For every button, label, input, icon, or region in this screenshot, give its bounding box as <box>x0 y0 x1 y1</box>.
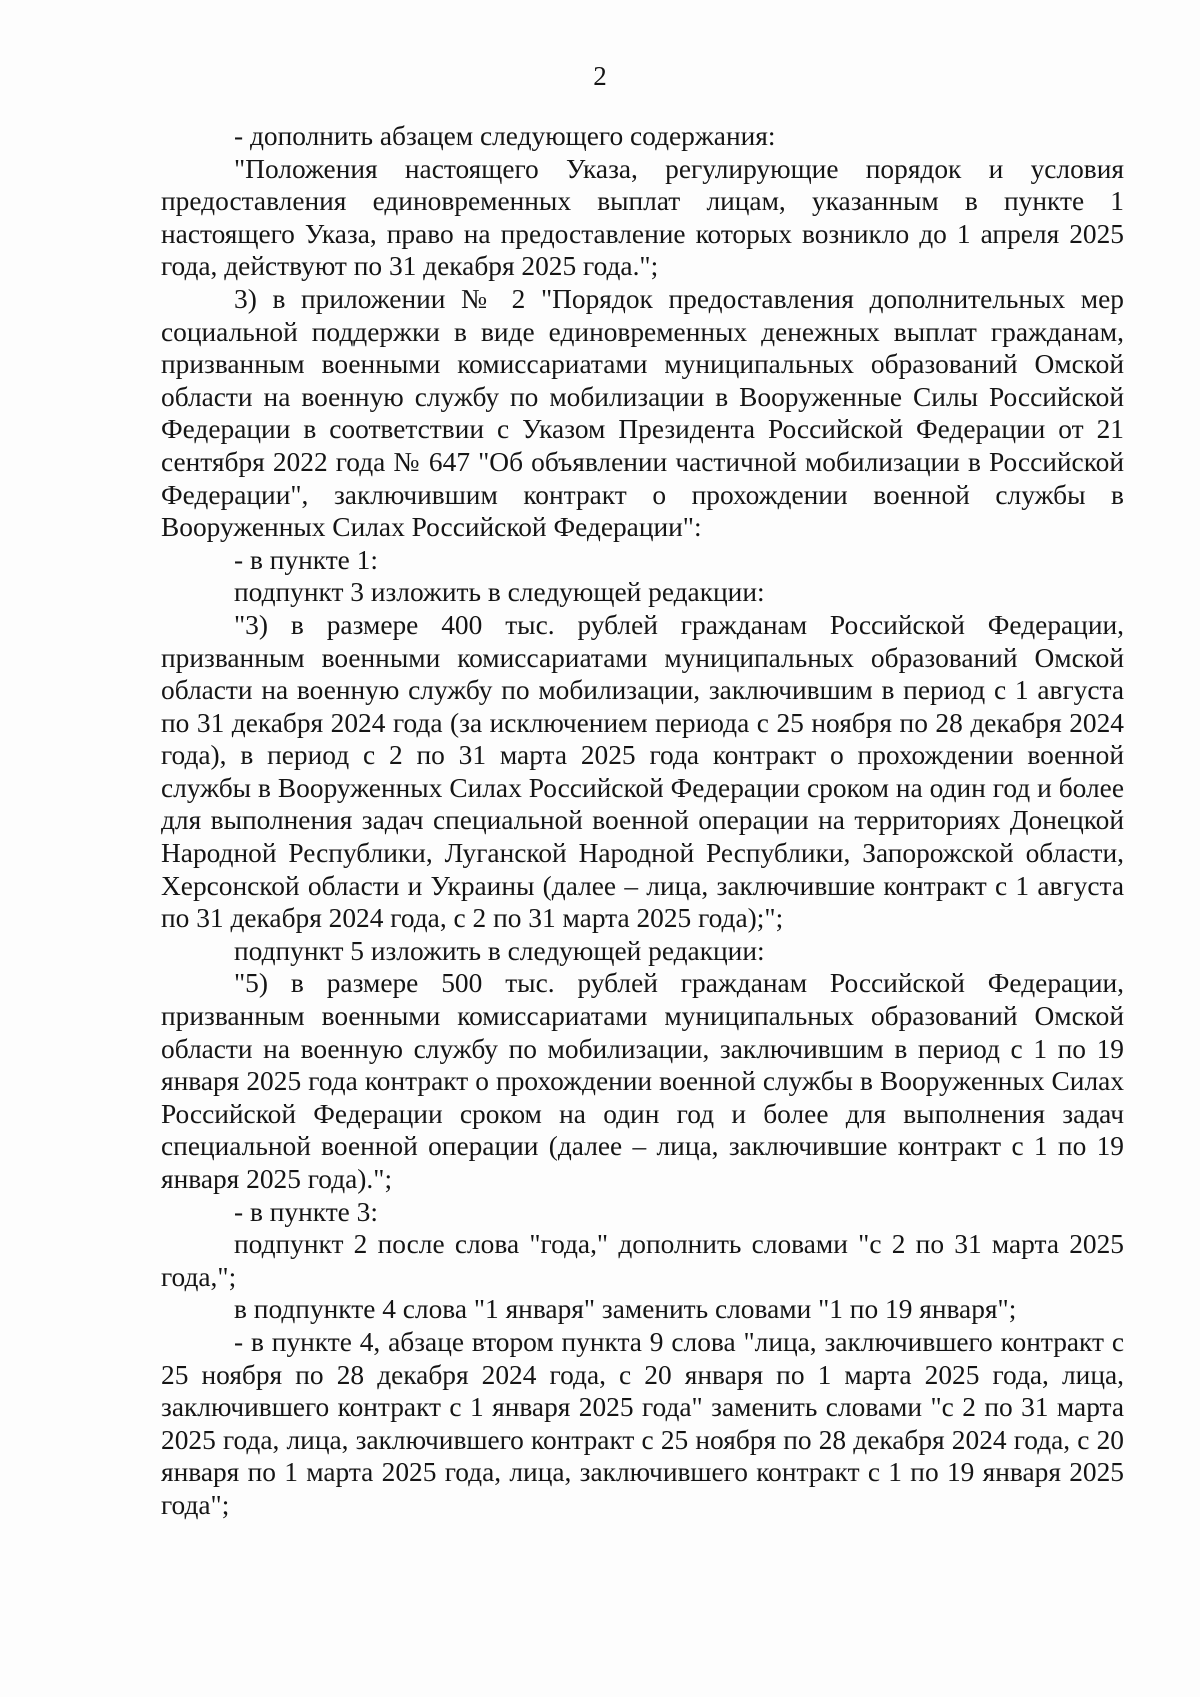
paragraph-point-4-amend: - в пункте 4, абзаце втором пункта 9 слова "лица, заключившего контракт с 25 ноября по 28 декабря 2024 года, с 20 января по 1 марта 2025 года, лица, заключившего контракт с 1 января 2025 года" заменить словами "с 2 по 31 марта 2025 года, лица, заключившего контракт с 25 ноября по 28 декабря 2024 года, с 20 января по 1 марта 2025 года, лица, заключившего контракт с 1 по 19 января 2025 года"; <box>161 1326 1124 1520</box>
paragraph-subpoint-3-intro: подпункт 3 изложить в следующей редакции: <box>234 577 765 608</box>
page-number: 2 <box>593 61 607 91</box>
paragraph-subpoint-3-text: "3) в размере 400 тыс. рублей гражданам Российской Федерации, призванным военными комиссариатами муниципальных образований Омской области на военную службу по мобилизации, заключившим в период с 1 августа по 31 декабря 2024 года (за исключением периода с 25 ноября по 28 декабря 2024 года), в период с 2 по 31 марта 2025 года контракт о прохождении военной службы в Вооруженных Силах Российской Федерации сроком на один год и более для выполнения задач специальной военной операции на территориях Донецкой Народной Республики, Луганской Народной Республики, Запорожской области, Херсонской области и Украины (далее – лица, заключившие контракт с 1 августа по 31 декабря 2024 года, с 2 по 31 марта 2025 года);"; <box>161 609 1124 934</box>
paragraph-subpoint-5-text: "5) в размере 500 тыс. рублей гражданам Российской Федерации, призванным военными комиссариатами муниципальных образований Омской области на военную службу по мобилизации, заключившим в период с 1 по 19 января 2025 года контракт о прохождении военной службы в Вооруженных Силах Российской Федерации сроком на один год и более для выполнения задач специальной военной операции (далее – лица, заключившие контракт с 1 по 19 января 2025 года)."; <box>161 968 1124 1194</box>
paragraph-point-3: - в пункте 3: <box>234 1196 378 1227</box>
document-body <box>161 120 1124 1522</box>
paragraph-appendix-2: 3) в приложении № 2 "Порядок предоставления дополнительных мер социальной поддержки в виде единовременных денежных выплат гражданам, призванным военными комиссариатами муниципальных образований Омской области на военную службу по мобилизации в Вооруженные Силы Российской Федерации в соответствии с Указом Президента Российской Федерации от 21 сентября 2022 года № 647 "Об объявлении частичной мобилизации в Российской Федерации", заключившим контракт о прохождении военной службы в Вооруженных Силах Российской Федерации": <box>161 283 1124 543</box>
paragraph-subpoint-5-intro: подпункт 5 изложить в следующей редакции: <box>234 935 765 966</box>
paragraph-point-1: - в пункте 1: <box>234 544 378 575</box>
paragraph-subpoint-4-amend: в подпункте 4 слова "1 января" заменить словами "1 по 19 января"; <box>234 1294 1017 1325</box>
paragraph-subpoint-2-amend: подпункт 2 после слова "года," дополнить словами "с 2 по 31 марта 2025 года,"; <box>161 1229 1124 1292</box>
paragraph-quoted-provisions: "Положения настоящего Указа, регулирующие порядок и условия предоставления единовременных выплат лицам, указанным в пункте 1 настоящего Указа, право на предоставление которых возникло до 1 апреля 2025 года, действуют по 31 декабря 2025 года."; <box>161 153 1124 282</box>
paragraph-add-clause: - дополнить абзацем следующего содержания: <box>234 121 776 151</box>
